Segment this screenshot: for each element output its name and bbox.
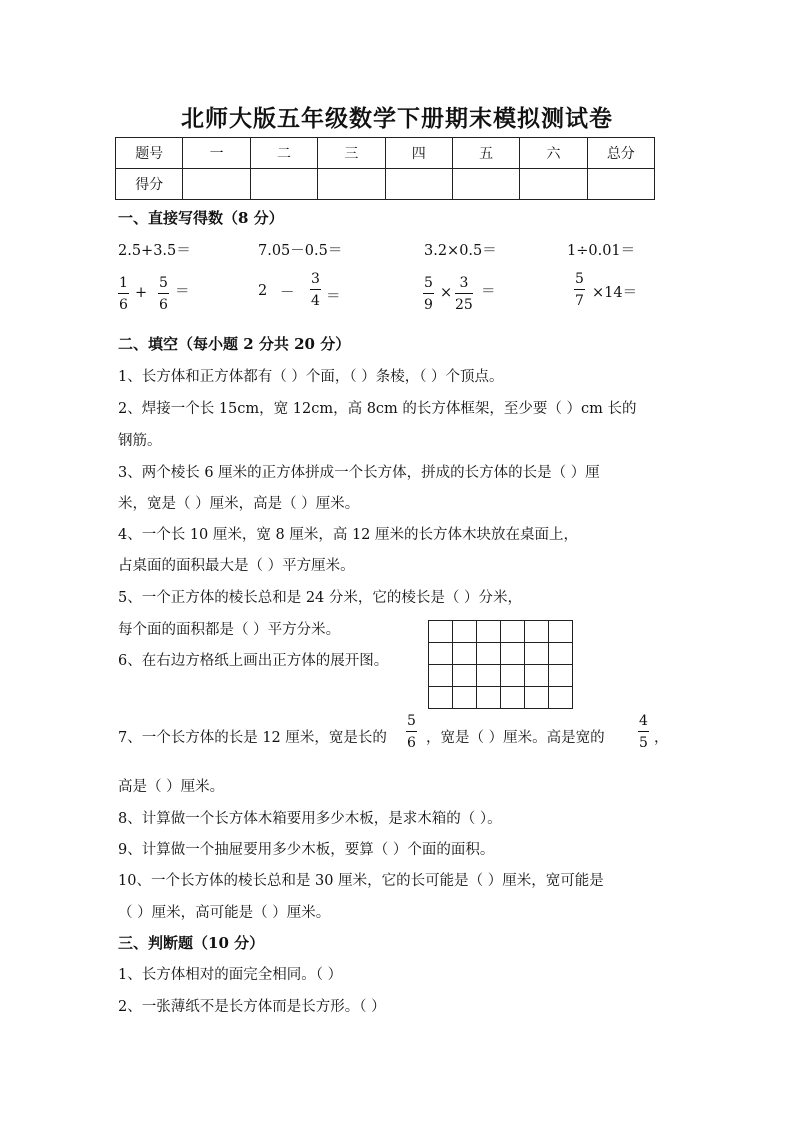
fraction (455, 276, 473, 312)
numerator: 5 (158, 276, 169, 294)
section3-heading: 三、判断题（10 分） (118, 934, 265, 952)
fraction (118, 276, 129, 312)
header-cell: 五 (452, 138, 519, 169)
numerator: 1 (118, 276, 129, 294)
question-text: 1、长方体和正方体都有（ ）个面，（ ）条棱，（ ）个顶点。 (118, 369, 504, 385)
equals-sign: ＝ (326, 289, 341, 305)
question-text: 米，宽是（ ）厘米，高是（ ）厘米。 (118, 496, 360, 512)
fraction (158, 276, 169, 312)
question-text: （ ）厘米，高可能是（ ）厘米。 (118, 905, 331, 921)
denominator: 7 (575, 293, 584, 309)
question-text: 8、计算做一个长方体木箱要用多少木板，是求木箱的（ ）。 (118, 811, 502, 827)
denominator: 5 (639, 735, 648, 751)
score-cell[interactable] (250, 169, 317, 200)
header-cell: 三 (318, 138, 385, 169)
calc-item: 7.05－0.5＝ (258, 243, 343, 259)
header-cell: 二 (250, 138, 317, 169)
header-cell: 总分 (587, 138, 654, 169)
score-cell[interactable] (587, 169, 654, 200)
numerator: 4 (638, 714, 649, 732)
calc-item: 2.5+3.5＝ (118, 243, 191, 259)
numerator: 3 (310, 272, 321, 290)
question-text: 4、一个长 10 厘米，宽 8 厘米，高 12 厘米的长方体木块放在桌面上， (118, 527, 579, 543)
denominator: 6 (407, 735, 416, 751)
score-cell[interactable] (385, 169, 452, 200)
score-cell[interactable] (318, 169, 385, 200)
question-text: 10、一个长方体的棱长总和是 30 厘米，它的长可能是（ ）厘米，宽可能是 (118, 873, 604, 889)
equals-sign: ＝ (481, 284, 496, 300)
fraction (310, 272, 321, 308)
score-table-header-row (116, 138, 655, 169)
grid-paper[interactable] (428, 620, 573, 709)
section1-heading: 一、直接写得数（8 分） (118, 209, 284, 227)
fraction (406, 714, 417, 750)
numerator: 5 (406, 714, 417, 732)
score-cell[interactable] (183, 169, 250, 200)
question-text: 1、长方体相对的面完全相同。（ ） (118, 967, 343, 983)
fraction (423, 276, 434, 312)
header-cell: 四 (385, 138, 452, 169)
row-label: 得分 (116, 169, 183, 200)
fraction (574, 272, 585, 308)
score-cell[interactable] (452, 169, 519, 200)
operator: × (440, 285, 453, 301)
denominator: 6 (119, 297, 128, 313)
numerator: 5 (574, 272, 585, 290)
calc-item: 3.2×0.5＝ (424, 243, 497, 259)
score-table (115, 137, 655, 200)
operator: + (135, 285, 148, 301)
denominator: 4 (311, 293, 320, 309)
fraction (638, 714, 649, 750)
question-text: 占桌面的面积最大是（ ）平方厘米。 (118, 558, 355, 574)
punctuation: ， (654, 730, 669, 746)
calc-item: 1÷0.01＝ (567, 243, 636, 259)
denominator: 9 (424, 297, 433, 313)
header-cell: 题号 (116, 138, 183, 169)
question-text: 7、一个长方体的长是 12 厘米，宽是长的 (118, 730, 387, 746)
header-cell: 六 (520, 138, 587, 169)
operator: － (280, 285, 295, 301)
question-text: 2、一张薄纸不是长方体而是长方形。（ ） (118, 999, 386, 1015)
numerator: 5 (423, 276, 434, 294)
section2-heading: 二、填空（每小题 2 分共 20 分） (118, 335, 351, 353)
question-text: 6、在右边方格纸上画出正方体的展开图。 (118, 653, 389, 669)
question-text: 钢筋。 (118, 433, 162, 449)
header-cell: 一 (183, 138, 250, 169)
whole-number: 2 (258, 283, 268, 299)
question-text: ，宽是（ ）厘米。高是宽的 (426, 730, 605, 746)
question-text: 高是（ ）厘米。 (118, 779, 225, 795)
question-text: 3、两个棱长 6 厘米的正方体拼成一个长方体，拼成的长方体的长是（ ）厘 (118, 465, 600, 481)
numerator: 3 (455, 276, 473, 294)
expression-rest: ×14＝ (592, 285, 638, 301)
denominator: 6 (159, 297, 168, 313)
question-text: 9、计算做一个抽屉要用多少木板，要算（ ）个面的面积。 (118, 842, 495, 858)
question-text: 5、一个正方体的棱长总和是 24 分米，它的棱长是（ ）分米， (118, 590, 523, 606)
score-cell[interactable] (520, 169, 587, 200)
page-title: 北师大版五年级数学下册期末模拟测试卷 (181, 105, 613, 132)
question-text: 2、焊接一个长 15cm，宽 12cm，高 8cm 的长方体框架，至少要（ ）cm 长的 (118, 401, 637, 417)
question-text: 每个面的面积都是（ ）平方分米。 (118, 622, 341, 638)
equals-sign: ＝ (175, 284, 190, 300)
denominator: 25 (455, 297, 473, 313)
score-table-score-row (116, 169, 655, 200)
